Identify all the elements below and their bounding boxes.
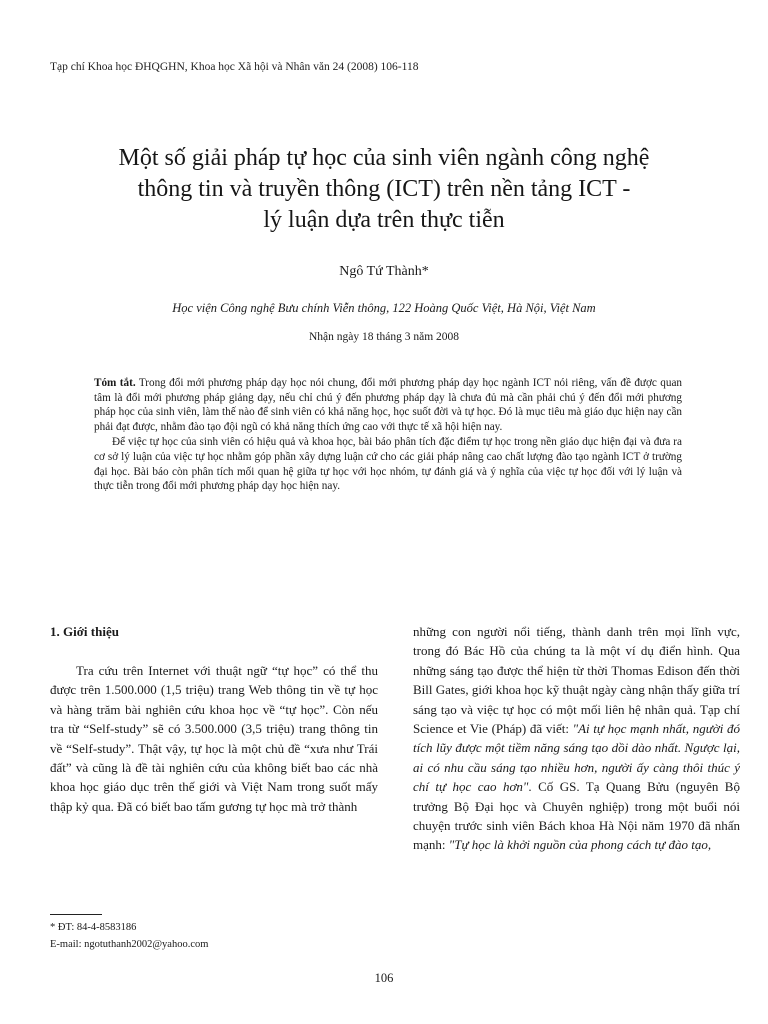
footnote-phone: * ĐT: 84-4-8583186 (50, 922, 137, 933)
right-text-part-2: . Cố GS. Tạ Quang Bửu (nguyên Bộ trưởng Bộ Đại học và Chuyên nghiệp) trong một buổi nói chuyện trước sinh viên Bách khoa Hà Nội năm 1970 đã nhấn mạnh: (413, 779, 740, 853)
abstract-lead: Tóm tắt. (94, 377, 136, 389)
paper-title (40, 143, 728, 236)
abstract-paragraph-2: Để việc tự học của sinh viên có hiệu quả và khoa học, bài báo phân tích đặc điểm tự học trong nền giáo dục hiện đại và đưa ra cơ sở lý luận của việc tự học nhằm góp phần xây dựng luận cứ cho các giải pháp nâng cao chất lượng đào tạo ngành ICT ở trường đại học. Bài báo còn phân tích mối quan hệ giữa tự học với học nhóm, tự đánh giá và ý nghĩa của việc tự học đối với lý luận và thực tiễn trong đổi mới phương pháp dạy học hiện nay. (94, 436, 682, 493)
right-text-part-1: những con người nổi tiếng, thành danh trên mọi lĩnh vực, trong đó Bác Hồ của chúng ta là một ví dụ điển hình. Qua những sáng tạo được thể hiện từ thời Thomas Edison đến thời Bill Gates, giới khoa học kỹ thuật ngày càng nhận thấy giữa trí sáng tạo và việc tự học có một mối liên hệ nhân quả. Tạp chí Science et Vie (Pháp) đã viết: (413, 624, 740, 737)
footnote-email: E-mail: ngotuthanh2002@yahoo.com (50, 939, 209, 950)
abstract-text-1: Trong đổi mới phương pháp dạy học nói chung, đổi mới phương pháp dạy học ngành ICT nói riêng, vấn đề được quan tâm là đổi mới phương pháp giảng dạy, nếu chỉ chú ý đến phương pháp dạy là chưa đủ mà cần phải chú ý đến đổi mới phương pháp học của sinh viên, làm thế nào để sinh viên có khả năng học, học suốt đời và tự học. Đó là mục tiêu mà giáo dục hiện nay cần phải đạt được, nhằm đào tạo đội ngũ có khả năng thích ứng cao với thực tế xã hội hiện nay. (94, 377, 682, 433)
journal-header: Tạp chí Khoa học ĐHQGHN, Khoa học Xã hội và Nhân văn 24 (2008) 106-118 (50, 61, 419, 73)
abstract-paragraph-1 (94, 376, 682, 434)
title-line-3: lý luận dựa trên thực tiễn (263, 207, 505, 233)
author-name: Ngô Tứ Thành* (339, 264, 429, 279)
right-column-text (413, 622, 740, 855)
left-column-text: Tra cứu trên Internet với thuật ngữ “tự học” có thể thu được trên 1.500.000 (1,5 triệu) trang Web thông tin về tự học và hàng trăm bài nghiên cứu khoa học về “tự học”. Còn nếu tra từ “Self-study” sẽ có 3.500.000 (3,5 triệu) trang thông tin về “Self-study”. Thật vậy, tự học là một chủ đề “xưa như Trái đất” và cũng là đề tài nghiên cứu của không biết bao các nhà khoa học giáo dục trên thế giới và Việt Nam trong suốt mấy thập kỷ qua. Đã có biết bao tấm gương tự học mà trở thành (50, 663, 378, 814)
title-line-1: Một số giải pháp tự học của sinh viên ngành công nghệ (118, 145, 650, 171)
received-date: Nhận ngày 18 tháng 3 năm 2008 (308, 331, 460, 343)
abstract (94, 376, 682, 494)
page-number: 106 (374, 971, 394, 985)
footnote-divider (50, 914, 102, 915)
section-heading: 1. Giới thiệu (50, 624, 119, 639)
right-quote-1: "Ai tự học mạnh nhất, người đó tích lũy được một tiềm năng sáng tạo dồi dào nhất. Ngược lại, ai có nhu cầu sáng tạo nhiều hơn, người ấy càng thôi thúc ý chí tự học cao hơn" (413, 721, 740, 795)
title-line-2: thông tin và truyền thông (ICT) trên nền tảng ICT - (137, 176, 631, 202)
author-affiliation: Học viện Công nghệ Bưu chính Viễn thông, 122 Hoàng Quốc Việt, Hà Nội, Việt Nam (172, 301, 596, 315)
right-quote-2: "Tự học là khởi nguồn của phong cách tự đào tạo, (448, 837, 712, 853)
